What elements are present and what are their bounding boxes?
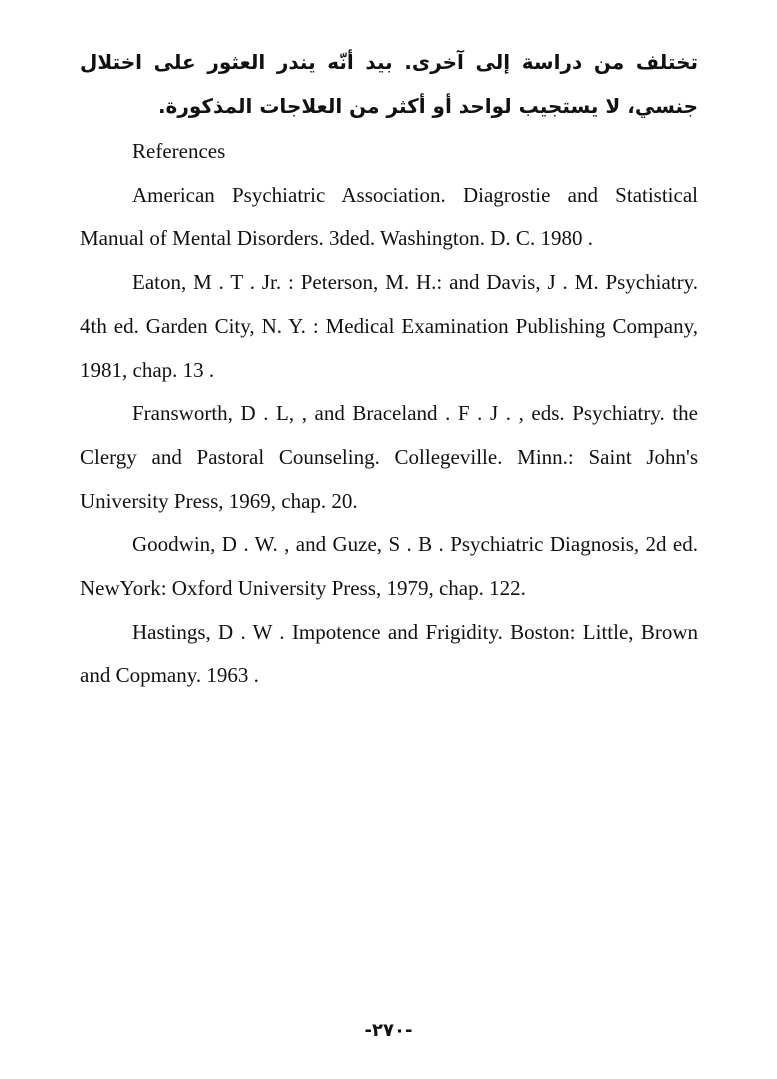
reference-item: American Psychiatric Association. Diagrostie and Statistical Manual of Mental Disorders. 3ded. Washington. D. C. 1980 .: [80, 182, 698, 251]
reference-item: Hastings, D . W . Impotence and Frigidity. Boston: Little, Brown and Copmany. 1963 .: [80, 619, 698, 688]
reference-item: Goodwin, D . W. , and Guze, S . B . Psychiatric Diagnosis, 2d ed. NewYork: Oxford University Press, 1979, chap. 122.: [80, 532, 698, 601]
reference-item: Eaton, M . T . Jr. : Peterson, M. H.: and Davis, J . M. Psychiatry. 4th ed. Garden City, N. Y. : Medical Examination Publishing Company, 1981, chap. 13 .: [80, 270, 698, 382]
page-body: [80, 40, 698, 698]
page-number: -٢٧٠-: [364, 1020, 413, 1041]
references-section: [80, 130, 698, 698]
arabic-paragraph: تختلف من دراسة إلى آخرى. بيد أنّه يندر العثور على اختلال جنسي، لا يستجيب لواحد أو أكثر من العلاجات المذكورة.: [80, 50, 698, 118]
references-heading: References: [132, 139, 226, 163]
reference-item: Fransworth, D . L, , and Braceland . F . J . , eds. Psychiatry. the Clergy and Pastoral Counseling. Collegeville. Minn.: Saint John's University Press, 1969, chap. 20.: [80, 401, 698, 513]
